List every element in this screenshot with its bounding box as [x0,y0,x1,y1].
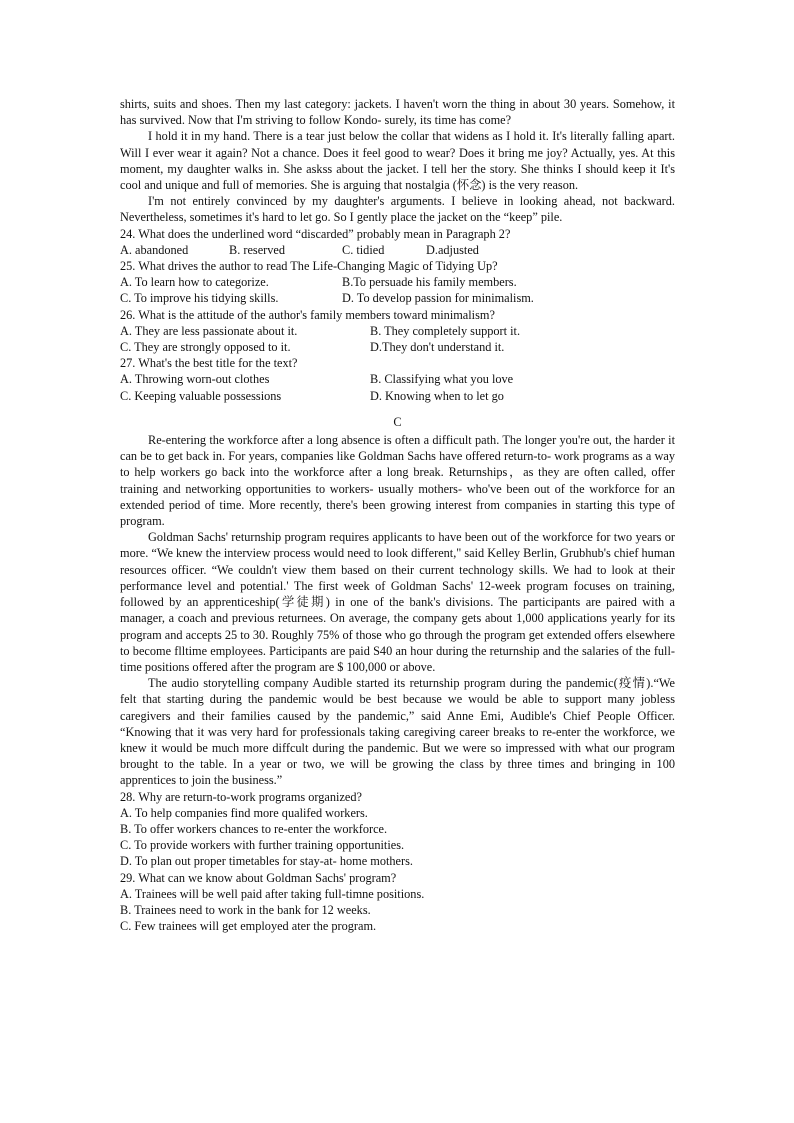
option-d: D. Knowing when to let go [370,388,504,403]
option-b: B. Classifying what you love [370,372,514,387]
option-b: B. To offer workers chances to re-enter the workforce. [120,821,388,836]
options-row [120,242,675,258]
option-c: C. tidied [342,242,385,257]
question-stem: 24. What does the underlined word “discarded” probably mean in Paragraph 2? [120,226,511,241]
question-stem: 29. What can we know about Goldman Sachs' program? [120,870,397,885]
question-stem: 26. What is the attitude of the author's family members toward minimalism? [120,307,495,322]
question-stem: 28. Why are return-to-work programs organized? [120,789,362,804]
option-c: C. Keeping valuable possessions [120,388,282,403]
option-c: C. To improve his tidying skills. [120,291,279,306]
option-a: A. To learn how to categorize. [120,275,269,290]
option-a: A. They are less passionate about it. [120,323,298,338]
option-a: A. Throwing worn-out clothes [120,372,270,387]
option-a: A. To help companies find more qualifed workers. [120,805,368,820]
option-d: D. To plan out proper timetables for stay-at- home mothers. [120,854,413,869]
option-b: B. reserved [229,242,285,257]
option-a: A. abandoned [120,242,189,257]
passage-c-paragraph-2: Goldman Sachs' returnship program requires applicants to have been out of the workforce for two years or more. “We knew the interview process would need to look different," said Kelley Berlin, Grubhub's chief human resources officer. “We couldn't view them based on their current technology skills. We had to look at their performance level and potential.' The first week of Goldman Sachs' 12-week program focuses on training, followed by an apprenticeship(学徒期) in one of the bank's divisions. The participants are paired with a manager, a coach and previous returnees. On average, the company gets about 1,000 applications yearly for its program and accepts 25 to 30. Roughly 75% of those who go through the program get extended offers elsewhere to become flltime employees. Participants are paid S40 an hour during the returnship and the salaries of the full-time positions offered after the program are $ 100,000 or above. [120,530,675,674]
option-d: D. To develop passion for minimalism. [342,291,534,306]
option-b: B.To persuade his family members. [342,275,517,290]
question-24 [120,226,675,258]
section-c-heading: C [393,414,402,429]
option-b: B. They completely support it. [370,323,521,338]
option-c: C. Few trainees will get employed ater the program. [120,919,377,934]
option-d: D.adjusted [426,242,479,257]
option-c: C. They are strongly opposed to it. [120,340,291,355]
question-25 [120,258,675,307]
passage-c-paragraph-3: The audio storytelling company Audible started its returnship program during the pandemic(疫情).“We felt that starting during the pandemic would be best because we would be able to support many jobless caregivers and their families caused by the pandemic,” said Anne Emi, Audible's Chief People Officer. “Knowing that it was very hard for professionals taking caregiving career breaks to re-enter the workforce, we knew it would be much more diffcult during the pandemic. But we were so impressed with what our program brought to the table. In a year or two, we will be growing the class by three times and bringing in 100 apprentices to join the business.” [120,676,675,788]
options-row [120,371,675,387]
option-c: C. To provide workers with further training opportunities. [120,838,405,853]
option-d: D.They don't understand it. [370,340,505,355]
passage-b-paragraph-1: shirts, suits and shoes. Then my last category: jackets. I haven't worn the thing in about 30 years. Somehow, it has survived. Now that I'm striving to follow Kondo- surely, its time has come? [120,97,675,128]
option-b: B. Trainees need to work in the bank for 12 weeks. [120,902,371,917]
options-row [120,274,675,290]
options-row [120,323,675,339]
options-row [120,290,675,306]
question-26 [120,307,675,356]
passage-b-paragraph-3: I'm not entirely convinced by my daughter's arguments. I believe in looking ahead, not backward. Nevertheless, sometimes it's hard to let go. So I gently place the jacket on the “keep” pile. [120,194,675,225]
exam-page [120,96,675,934]
passage-c-paragraph-1: Re-entering the workforce after a long absence is often a difficult path. The longer you're out, the harder it can be to get back in. For years, companies like Goldman Sachs have offered return-to- work programs as a way to help workers go back into the workforce after a long break. Returnships，as they are often called, offer training and networking opportunities to workers- usually mothers- who've been out of the workforce for an extended period of time. More recently, there's been growing interest from companies in starting this type of program. [120,433,675,529]
options-row [120,339,675,355]
option-a: A. Trainees will be well paid after taking full-timne positions. [120,886,425,901]
options-row [120,388,675,404]
question-28 [120,789,675,870]
question-stem: 27. What's the best title for the text? [120,356,298,371]
question-27 [120,355,675,404]
question-29 [120,870,675,935]
passage-b-paragraph-2: I hold it in my hand. There is a tear just below the collar that widens as I hold it. It's literally falling apart. Will I ever wear it again? Not a chance. Does it feel good to wear? Does it bring me joy? Actually, yes. At this moment, my daughter walks in. She askss about the jacket. I tell her the story. She thinks I should keep it It's cool and unique and full of memories. She is arguing that nostalgia (怀念) is the very reason. [120,129,675,193]
question-stem: 25. What drives the author to read The Life-Changing Magic of Tidying Up? [120,259,498,274]
